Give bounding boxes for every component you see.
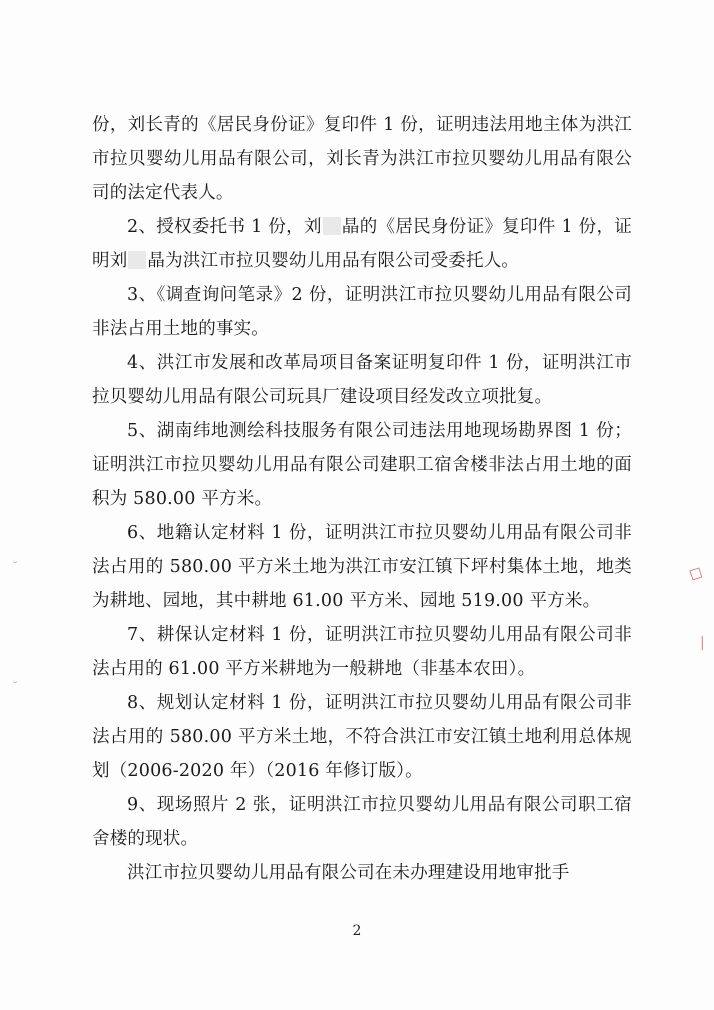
evidence-2-part-2: 晶的《居民身份证》复印件 1 份，证明刘 bbox=[92, 217, 632, 271]
page-number: 2 bbox=[352, 923, 362, 939]
seal-edge-mark: | bbox=[700, 635, 705, 651]
redaction-mark bbox=[128, 251, 146, 269]
paragraph-conclusion-start: 洪江市拉贝婴幼儿用品有限公司在未办理建设用地审批手 bbox=[127, 863, 570, 883]
paragraph-evidence-7: 7、耕保认定材料 1 份，证明洪江市拉贝婴幼儿用品有限公司非法占用的 61.00 平方米耕地为一般耕地（非基本农田）。 bbox=[92, 625, 632, 679]
paragraph-evidence-4: 4、洪江市发展和改革局项目备案证明复印件 1 份，证明洪江市拉贝婴幼儿用品有限公司玩具厂建设项目经发改立项批复。 bbox=[92, 353, 632, 407]
paragraph-evidence-8: 8、规划认定材料 1 份，证明洪江市拉贝婴幼儿用品有限公司非法占用的 580.00 平方米土地，不符合洪江市安江镇土地利用总体规划（2006-2020 年）（2016 年修订版）。 bbox=[92, 693, 632, 781]
evidence-2-part-3: 晶为洪江市拉贝婴幼儿用品有限公司受委托人。 bbox=[147, 251, 520, 271]
paragraph-evidence-6: 6、地籍认定材料 1 份，证明洪江市拉贝婴幼儿用品有限公司非法占用的 580.00 平方米土地为洪江市安江镇下坪村集体土地，地类为耕地、园地，其中耕地 61.00 平方米、园地 519.00 平方米。 bbox=[92, 523, 632, 611]
paragraph-evidence-5: 5、湖南纬地测绘科技服务有限公司违法用地现场勘界图 1 份；证明洪江市拉贝婴幼儿用品有限公司建职工宿舍楼非法占用土地的面积为 580.00 平方米。 bbox=[92, 421, 632, 509]
binding-mark: ˘ bbox=[12, 560, 18, 574]
paragraph-evidence-2 bbox=[92, 210, 632, 278]
seal-edge-mark: ☐ bbox=[687, 565, 705, 585]
paragraph-continuation: 份，刘长青的《居民身份证》复印件 1 份，证明违法用地主体为洪江市拉贝婴幼儿用品有限公司，刘长青为洪江市拉贝婴幼儿用品有限公司的法定代表人。 bbox=[92, 115, 632, 203]
paragraph-evidence-9: 9、现场照片 2 张，证明洪江市拉贝婴幼儿用品有限公司职工宿舍楼的现状。 bbox=[92, 795, 632, 849]
redaction-mark bbox=[323, 217, 341, 235]
evidence-2-part-1: 2、授权委托书 1 份，刘 bbox=[127, 217, 322, 237]
paragraph-evidence-3: 3、《调查询问笔录》2 份，证明洪江市拉贝婴幼儿用品有限公司非法占用土地的事实。 bbox=[92, 285, 632, 339]
document-body bbox=[92, 108, 632, 890]
binding-mark: ˘ bbox=[12, 680, 18, 694]
